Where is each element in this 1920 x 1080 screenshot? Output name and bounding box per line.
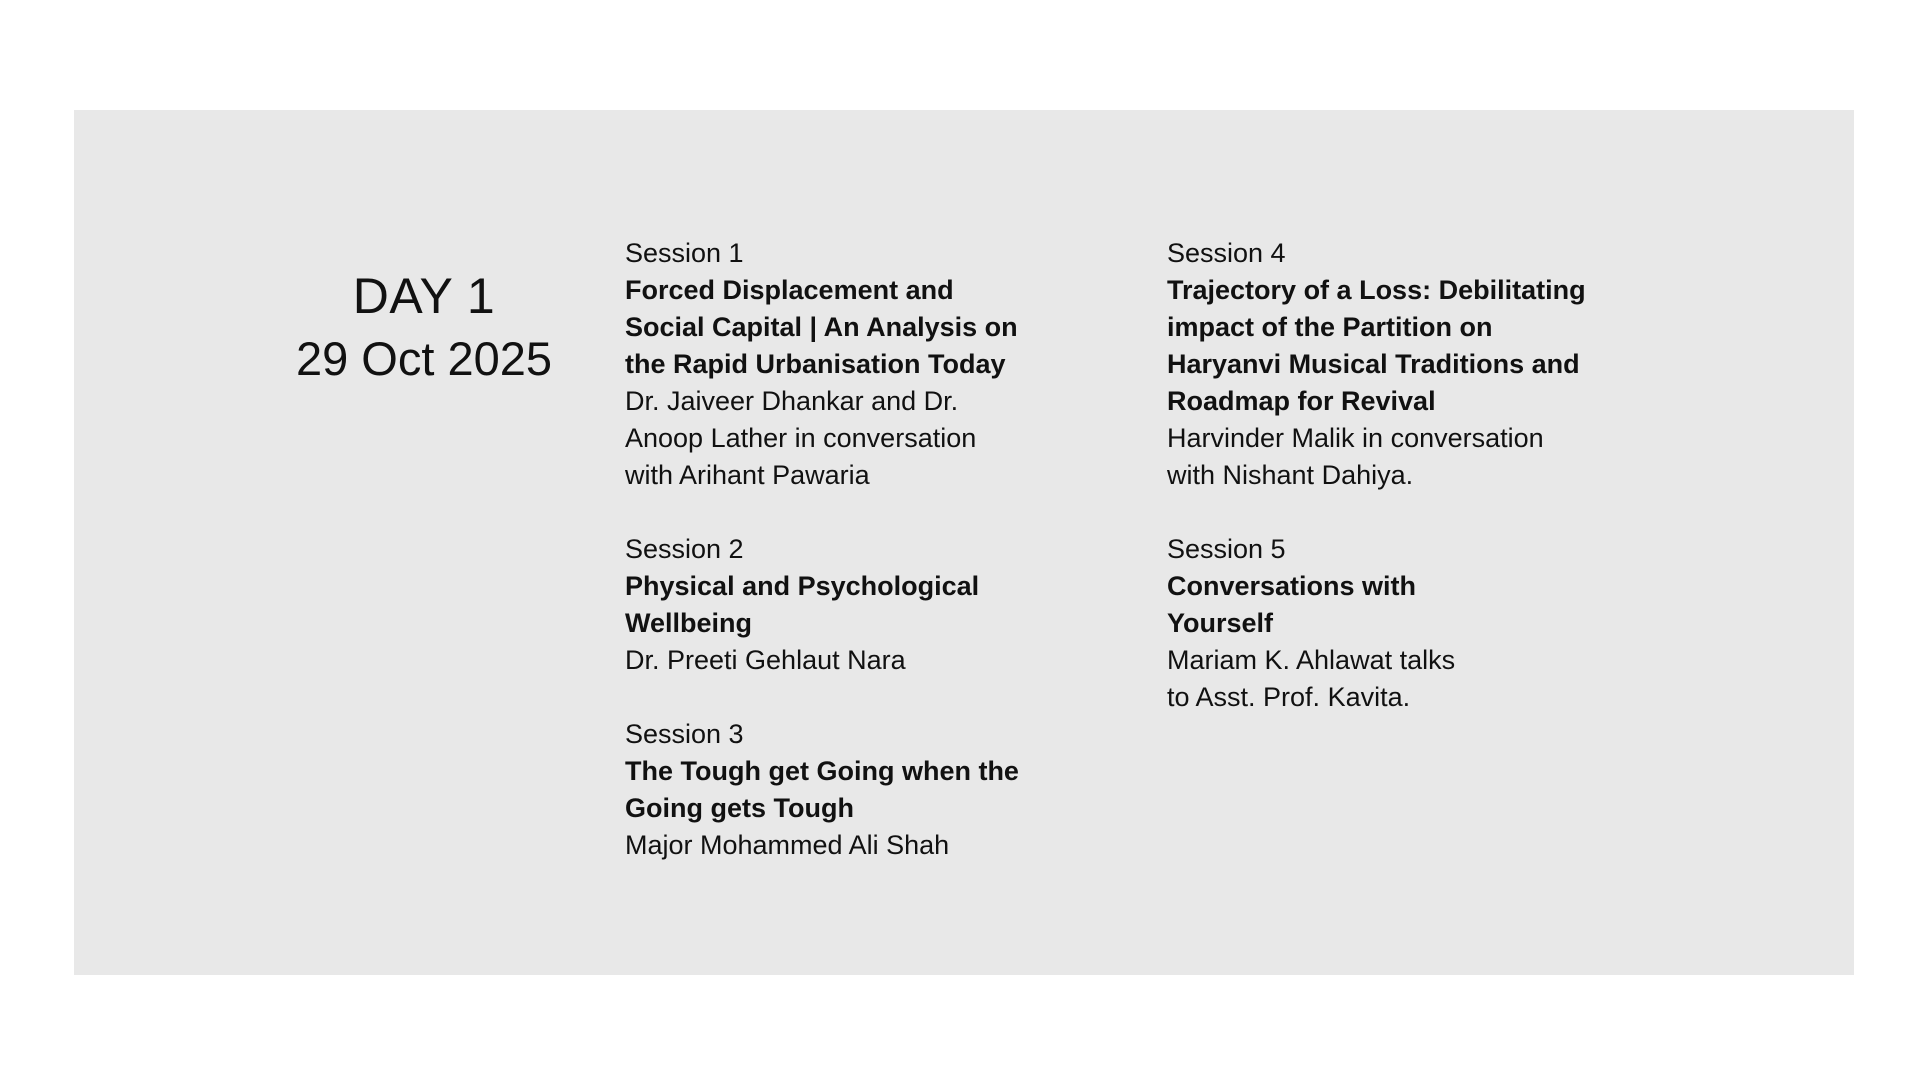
session-1 (625, 235, 1030, 494)
session-label: Session 2 (625, 534, 744, 564)
session-title: The Tough get Going when the Going gets Tough (625, 756, 1019, 823)
session-speakers: Mariam K. Ahlawat talks to Asst. Prof. Kavita. (1167, 645, 1456, 712)
session-3 (625, 716, 1035, 864)
day-date: 29 Oct 2025 (295, 332, 553, 385)
session-speakers: Harvinder Malik in conversation with Nishant Dahiya. (1167, 423, 1544, 490)
session-4 (1167, 235, 1592, 494)
session-label: Session 5 (1167, 534, 1286, 564)
session-speakers: Dr. Jaiveer Dhankar and Dr. Anoop Lather in conversation with Arihant Pawaria (625, 386, 977, 490)
sessions-column-left (625, 235, 1055, 901)
session-speakers: Dr. Preeti Gehlaut Nara (625, 645, 906, 675)
sessions-column-right (1167, 235, 1607, 753)
schedule-panel (74, 110, 1854, 975)
session-5 (1167, 531, 1457, 716)
session-title: Trajectory of a Loss: Debilitating impact of the Partition on Haryanvi Musical Traditions and Roadmap for Revival (1167, 275, 1586, 416)
session-label: Session 1 (625, 238, 744, 268)
session-label: Session 3 (625, 719, 744, 749)
session-title: Forced Displacement and Social Capital | An Analysis on the Rapid Urbanisation Today (625, 275, 1018, 379)
session-2 (625, 531, 985, 679)
day-title: DAY 1 (352, 268, 496, 324)
session-title: Conversations with Yourself (1167, 571, 1417, 638)
session-speakers: Major Mohammed Ali Shah (625, 830, 950, 860)
session-title: Physical and Psychological Wellbeing (625, 571, 980, 638)
day-header (264, 265, 584, 391)
session-label: Session 4 (1167, 238, 1286, 268)
